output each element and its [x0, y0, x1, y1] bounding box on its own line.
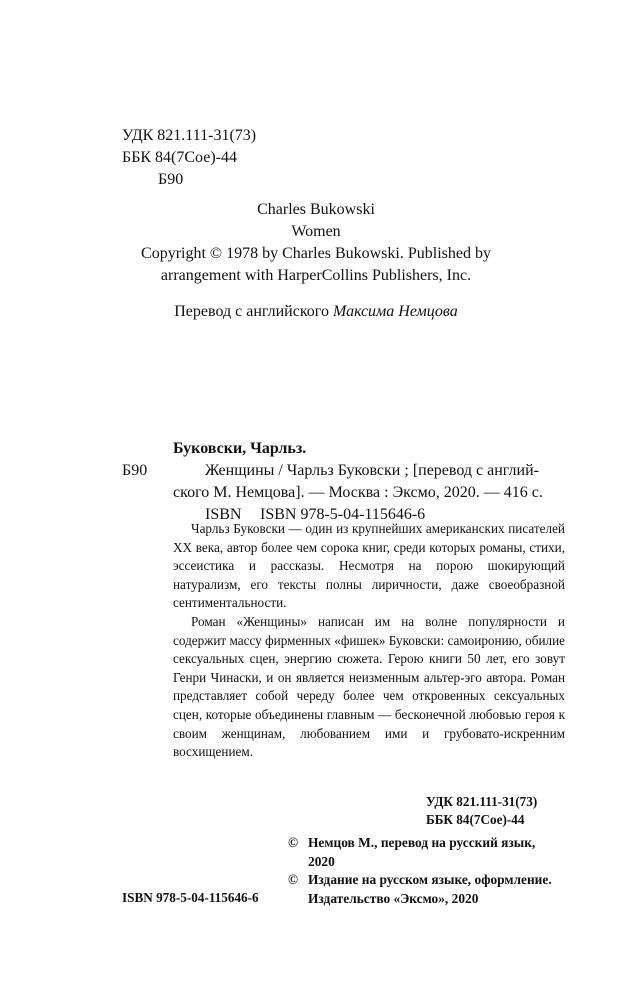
author-mark: Б90 [158, 171, 184, 188]
translation-prefix: Перевод с английского [174, 303, 329, 320]
udk-code: УДК 821.111-31(73) [122, 127, 257, 144]
bib-isbn-value: ISBN 978-5-04-115646-6 [260, 506, 426, 523]
original-title: Women [291, 223, 341, 240]
credit-publisher [288, 871, 578, 908]
footer-isbn: ISBN 978-5-04-115646-6 [122, 890, 259, 905]
translator-name: Максима Немцова [332, 303, 458, 320]
annotation-paragraph-2: Роман «Женщины» написан им на волне популярности и содержит массу фирменных «фишек» Буковски: самоиронию, обилие сексуальных сцен, энергию сюжета. Герою книги 50 лет, его зовут Генри Чинаски, и он является неизменным альтер-эго автора. Роман представляет собой череду более чем откровенных сексуальных сцен, которые объединены главным — бесконечной любовью героя к своим женщинам, любованием ими и грубовато-искренним восхищением. [173, 613, 565, 760]
translation-credit [0, 301, 632, 323]
bib-line-1: Женщины / Чарльз Буковски ; [перевод с англий- [205, 462, 539, 479]
original-author: Charles Bukowski [257, 201, 375, 218]
bib-author-heading: Буковски, Чарльз. [173, 440, 307, 457]
bib-isbn-label: ISBN [205, 506, 242, 523]
credit-translation [288, 834, 578, 871]
bib-line-2: ского М. Немцова]. — Москва : Эксмо, 2020. — 416 с. [173, 484, 543, 501]
credit-translation-year: 2020 [308, 853, 335, 869]
credit-publisher-text: Издание на русском языке, оформление. [308, 872, 552, 888]
credit-publisher-name: Издательство «Эксмо», 2020 [308, 890, 479, 906]
bbk-code: ББК 84(7Сое)-44 [122, 149, 237, 166]
bib-code: Б90 [122, 462, 148, 479]
copyright-credits [288, 834, 578, 908]
copyright-icon: © [288, 872, 299, 888]
footer-udk: УДК 821.111-31(73) [426, 794, 538, 809]
annotation-paragraph-1: Чарльз Буковски — один из крупнейших американских писателей XX века, автор более чем сорока книг, среди которых романы, стихи, эссеистика и рассказы. Несмотря на порою шокирующий натурализм, его тексты полны лиричности, даже своеобразной сентиментальности. [173, 521, 565, 611]
footer-bbk: ББК 84(7Сое)-44 [426, 812, 525, 827]
annotation [173, 520, 565, 762]
credit-translation-text: Немцов М., перевод на русский язык, [308, 835, 536, 850]
copyright-line-2: arrangement with HarperCollins Publishers, Inc. [160, 267, 472, 284]
copyright-line-1: Copyright © 1978 by Charles Bukowski. Published by [141, 245, 491, 262]
copyright-icon: © [288, 835, 299, 850]
